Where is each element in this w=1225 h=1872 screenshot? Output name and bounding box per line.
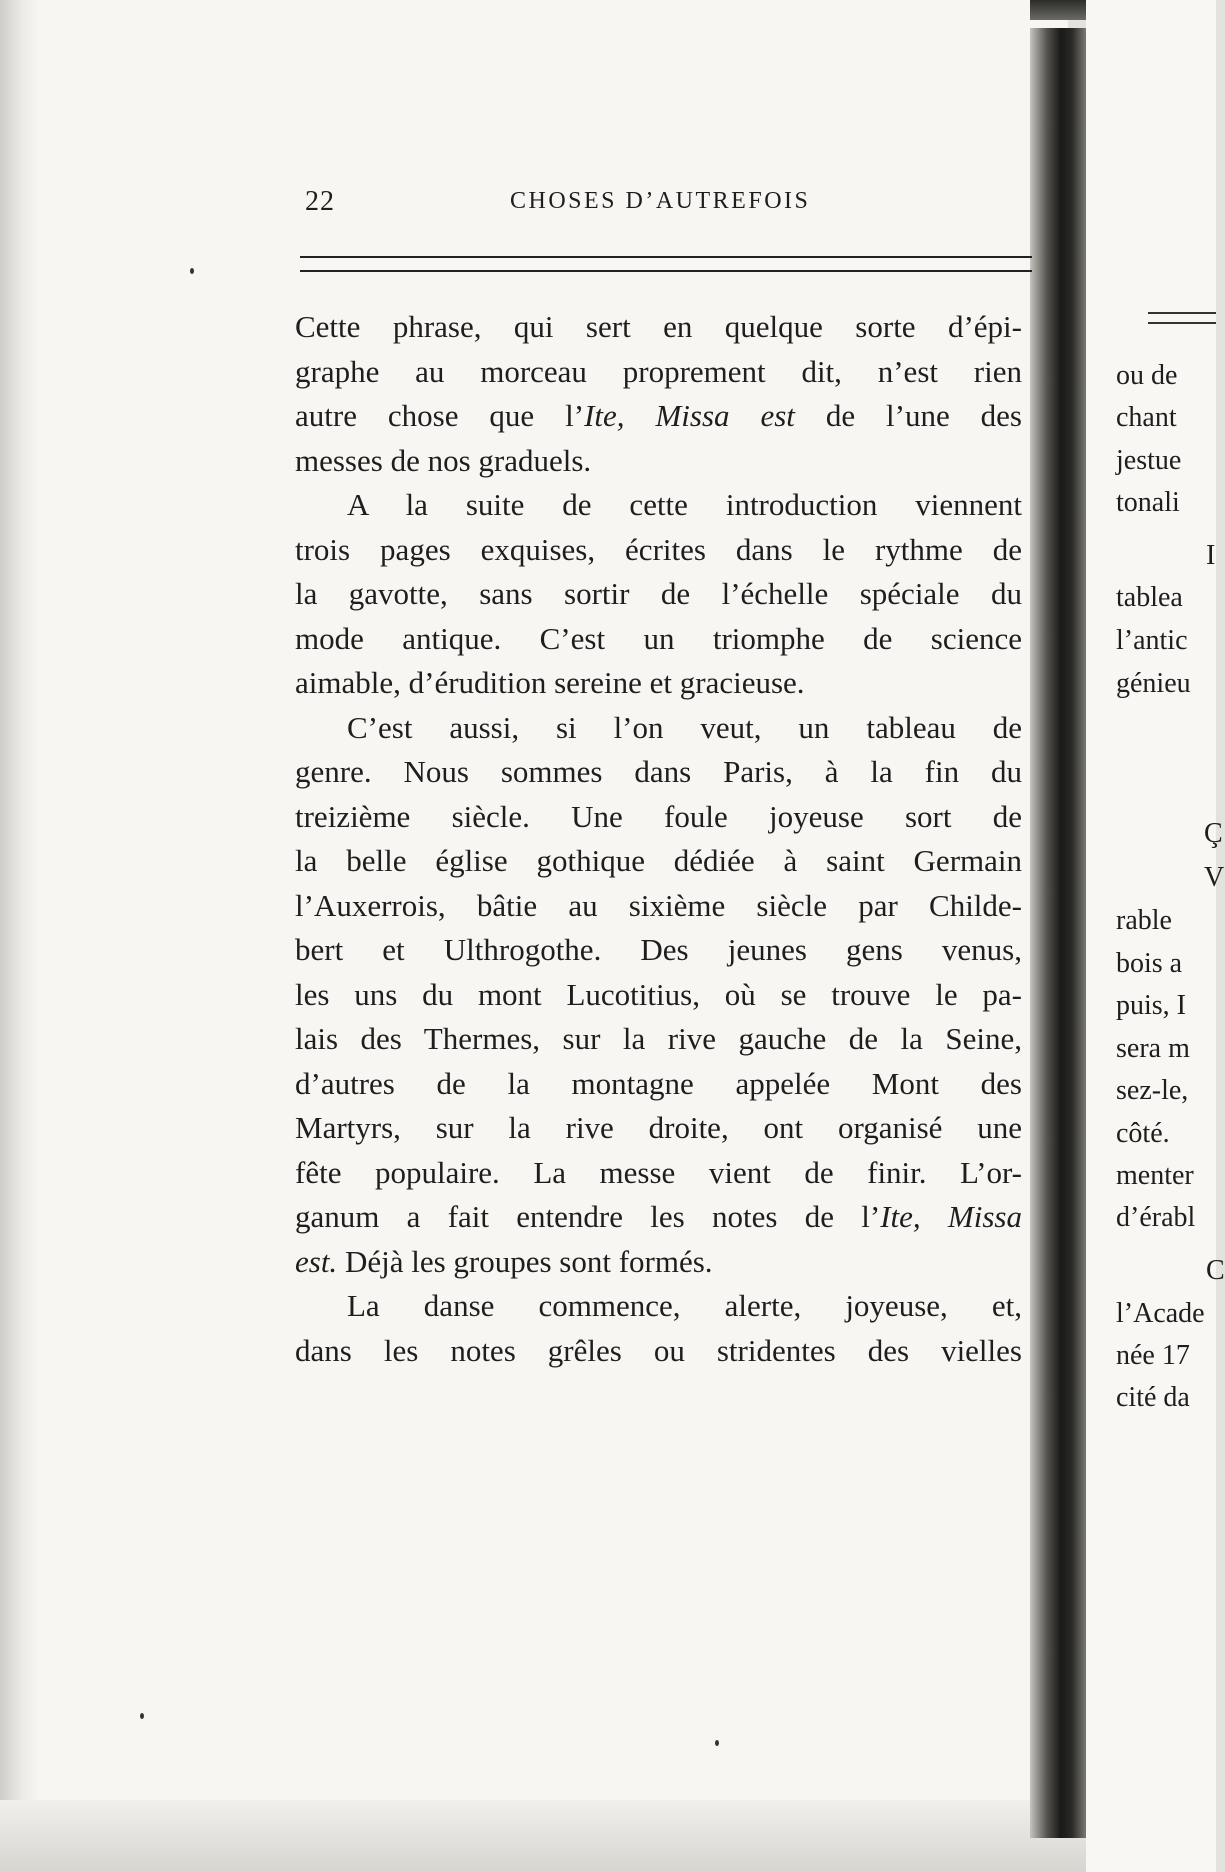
facing-page-line: I	[1206, 540, 1216, 571]
text-line: aimable, d’érudition sereine et gracieuse.	[295, 665, 805, 700]
facing-page-line: chant	[1116, 402, 1177, 433]
header-double-rule	[300, 256, 1032, 272]
facing-page-line: sera m	[1116, 1033, 1190, 1064]
page-bottom-edge	[0, 1800, 1086, 1872]
scan-speck	[190, 268, 194, 274]
facing-page-line: Ç	[1204, 818, 1223, 849]
facing-page-line: menter	[1116, 1160, 1194, 1191]
facing-page-line: l’Acade	[1116, 1298, 1205, 1329]
facing-page-line: génieu	[1116, 668, 1191, 699]
scan-speck	[140, 1713, 144, 1719]
running-title: CHOSES D’AUTREFOIS	[510, 188, 811, 214]
text-line: l’Auxerrois, bâtie au sixième siècle par Childe-	[295, 887, 1022, 923]
text-line: genre. Nous sommes dans Paris, à la fin du	[295, 754, 1022, 789]
facing-page-line: née 17	[1116, 1340, 1190, 1371]
page-number: 22	[305, 186, 335, 217]
text-line: A la suite de cette introduction viennent	[347, 487, 1022, 522]
text-line: La danse commence, alerte, joyeuse, et,	[347, 1288, 1022, 1323]
text-line: Martyrs, sur la rive droite, ont organisé une	[295, 1110, 1022, 1145]
text-line: dans les notes grêles ou stridentes des vielles	[295, 1332, 1022, 1368]
text-line: la gavotte, sans sortir de l’échelle spéciale du	[295, 576, 1022, 611]
text-line: fête populaire. La messe vient de finir. L’or-	[295, 1154, 1022, 1190]
text-line: bert et Ulthrogothe. Des jeunes gens venus,	[295, 932, 1022, 967]
body-text	[295, 305, 1022, 1373]
text-line: messes de nos graduels.	[295, 442, 592, 478]
text-line: est. Déjà les groupes sont formés.	[295, 1243, 713, 1279]
scan-speck	[715, 1740, 719, 1746]
text-line: treizième siècle. Une foule joyeuse sort de	[295, 798, 1022, 834]
text-line: mode antique. C’est un triomphe de science	[295, 620, 1022, 656]
facing-page-line: jestue	[1116, 445, 1182, 476]
facing-page-line: puis, I	[1116, 990, 1186, 1021]
facing-page-line: l’antic	[1116, 625, 1188, 656]
facing-page-line: tonali	[1116, 487, 1180, 518]
text-line: lais des Thermes, sur la rive gauche de la Seine,	[295, 1021, 1022, 1056]
facing-page-line: tablea	[1116, 582, 1183, 613]
text-line: autre chose que l’Ite, Missa est de l’une des	[295, 398, 1022, 433]
facing-page-line: V	[1204, 862, 1225, 893]
text-line: trois pages exquises, écrites dans le rythme de	[295, 531, 1022, 567]
facing-page-line: C	[1206, 1255, 1225, 1286]
running-head	[305, 186, 1045, 226]
text-line: d’autres de la montagne appelée Mont des	[295, 1065, 1022, 1101]
text-line: C’est aussi, si l’on veut, un tableau de	[347, 709, 1022, 745]
text-line: ganum a fait entendre les notes de l’Ite, Missa	[295, 1199, 1022, 1234]
book-gutter-shadow	[1030, 28, 1086, 1838]
text-line: la belle église gothique dédiée à saint Germain	[295, 843, 1022, 878]
facing-page-line: ou de	[1116, 360, 1178, 391]
facing-page-rule	[1148, 312, 1216, 324]
left-page-edge	[0, 0, 38, 1872]
text-line: Cette phrase, qui sert en quelque sorte d’épi-	[295, 309, 1022, 344]
facing-page-line: d’érabl	[1116, 1202, 1196, 1233]
facing-page-line: côté.	[1116, 1118, 1170, 1149]
facing-page-line: sez-le,	[1116, 1075, 1189, 1106]
text-line: graphe au morceau proprement dit, n’est rien	[295, 353, 1022, 389]
facing-page-line: rable	[1116, 905, 1172, 936]
text-line: les uns du mont Lucotitius, où se trouve le pa-	[295, 976, 1022, 1012]
facing-page-line: bois a	[1116, 948, 1183, 979]
facing-page-line: cité da	[1116, 1382, 1190, 1413]
